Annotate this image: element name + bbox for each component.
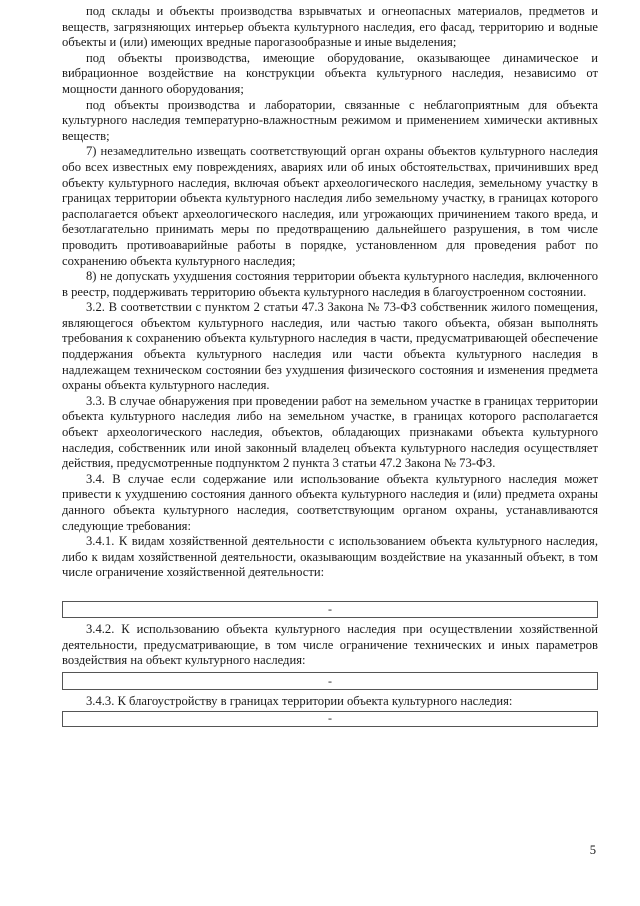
paragraph-storage-restriction: под склады и объекты производства взрывчатых и огнеопасных материалов, предметов и веществ, загрязняющих интерьер объекта культурного наследия, его фасад, территорию и водные объекты и (или) имеющих вредные парогазообразные и иные выделения; [62,4,598,50]
field-3-4-2-value: - [62,672,598,690]
document-page [62,4,598,727]
paragraph-3-2: 3.2. В соответствии с пунктом 2 статьи 47.3 Закона № 73-ФЗ собственник жилого помещения, являющегося объектом культурного наследия, или частью такого объекта, обязан выполнять требования к сохранению объекта культурного наследия в части, предусматривающей обеспечение поддержания объекта культурного наследия или части объекта культурного наследия в надлежащем техническом состоянии без ухудшения физического состояния и изменения предмета охраны объекта культурного наследия. [62,300,598,393]
paragraph-3-3: 3.3. В случае обнаружения при проведении работ на земельном участке в границах территории объекта культурного наследия либо на земельном участке, в границах которого располагается объект археологического наследия, объектов, обладающих признаками объекта культурного наследия, собственник или иной законный владелец объекта культурного наследия осуществляет действия, предусмотренные подпунктом 2 пункта 3 статьи 47.2 Закона № 73-ФЗ. [62,393,598,471]
paragraph-3-4-2: 3.4.2. К использованию объекта культурного наследия при осуществлении хозяйственной деятельности, предусматривающие, в том числе ограничение технических и иных параметров воздействия на объект культурного наследия: [62,621,598,668]
field-3-4-1-value: - [62,601,598,618]
paragraph-vibration-restriction: под объекты производства, имеющие оборудование, оказывающее динамическое и вибрационное воздействие на конструкции объекта культурного наследия, независимо от мощности данного оборудования; [62,50,598,96]
paragraph-3-4: 3.4. В случае если содержание или использование объекта культурного наследия может привести к ухудшению состояния данного объекта культурного наследия и (или) предмета охраны данного объекта культурного наследия, соответствующим органом охраны, устанавливаются следующие требования: [62,471,598,533]
field-3-4-3-value: - [62,711,598,727]
paragraph-item-8: 8) не допускать ухудшения состояния территории объекта культурного наследия, включенного в реестр, поддерживать территорию объекта культурного наследия в благоустроенном состоянии. [62,269,598,299]
paragraph-laboratory-restriction: под объекты производства и лаборатории, связанные с неблагоприятным для объекта культурного наследия температурно-влажностным режимом и применением химически активных веществ; [62,97,598,143]
paragraph-3-4-1: 3.4.1. К видам хозяйственной деятельности с использованием объекта культурного наследия, либо к видам хозяйственной деятельности, оказывающим воздействие на указанный объект, в том числе ограничение хозяйственной деятельности: [62,534,598,580]
paragraph-item-7: 7) незамедлительно извещать соответствующий орган охраны объектов культурного наследия обо всех известных ему повреждениях, авариях или об иных обстоятельствах, причинивших вред объекту культурного наследия, включая объект археологического наследия, земельному участку в границах территории объекта культурного наследия либо земельному участку, в границах которого располагается объект археологического наследия, или угрожающих причинением такого вреда, и безотлагательно принимать меры по предотвращению дальнейшего разрушения, в том числе проводить противоаварийные работы в порядке, установленном для проведения работ по сохранению объекта культурного наследия; [62,144,598,268]
paragraph-3-4-3: 3.4.3. К благоустройству в границах территории объекта культурного наследия: [86,693,513,708]
page-number: 5 [589,843,596,857]
